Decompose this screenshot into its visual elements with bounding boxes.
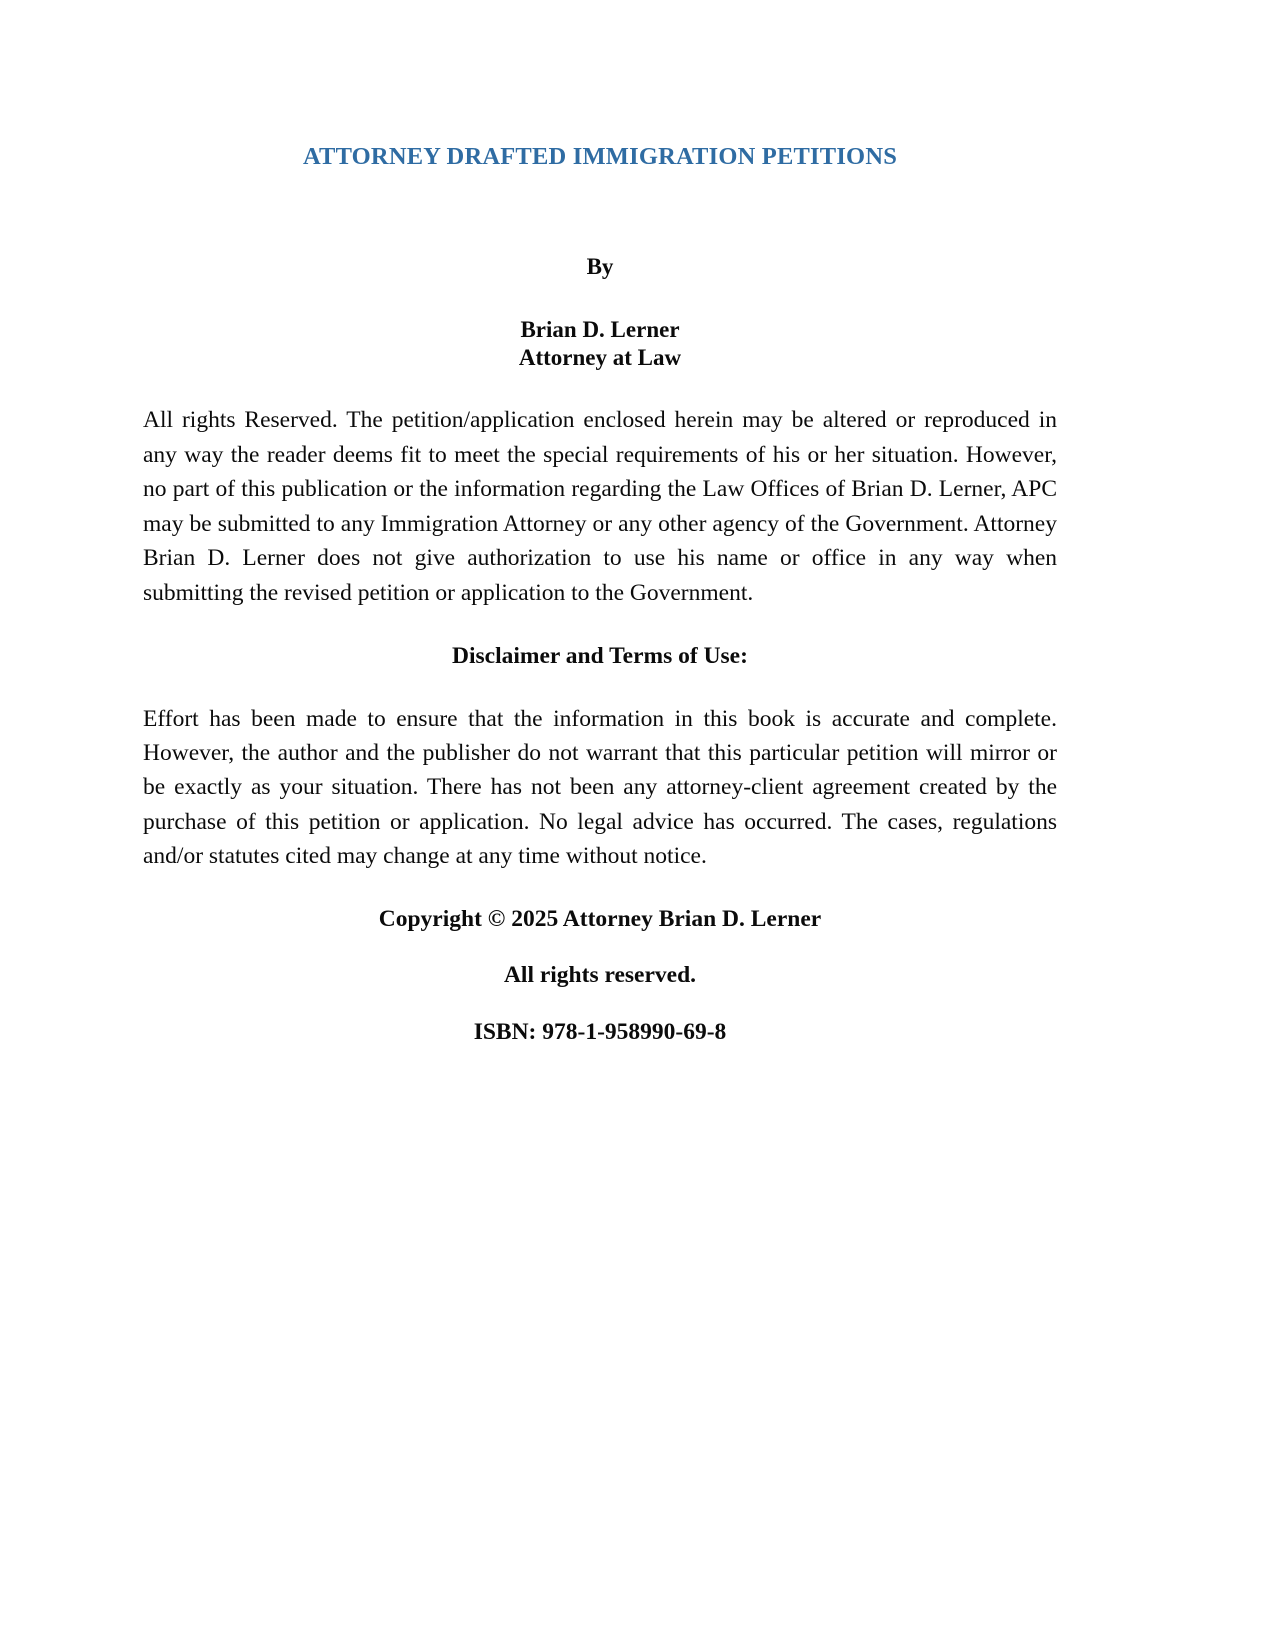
disclaimer-heading: Disclaimer and Terms of Use: [452,642,748,669]
page-content [143,0,1057,1047]
author-block [143,282,1057,374]
author-credential: Attorney at Law [518,345,682,371]
copyright-notice: Copyright © 2025 Attorney Brian D. Lerner [378,905,822,932]
rights-reserved-notice: All rights reserved. [503,962,697,989]
byline-label: By [586,253,614,279]
isbn-line: ISBN: 978-1-958990-69-8 [473,1018,727,1045]
disclaimer-paragraph: Effort has been made to ensure that the information in this book is accurate and complete. However, the author and the publisher do not warrant that this particular petition will mirror or be exactly as your situation. There has not been any attorney-client agreement created by the purchase of this petition or application. No legal advice has occurred. The cases, regulations and/or statutes cited may change at any time without notice. [143,705,1057,870]
rights-paragraph: All rights Reserved. The petition/application enclosed herein may be altered or reproduced in any way the reader deems fit to meet the special requirements of his or her situation. However, no part of this publication or the information regarding the Law Offices of Brian D. Lerner, APC may be submitted to any Immigration Attorney or any other agency of the Government. Attorney Brian D. Lerner does not give authorization to use his name or office in any way when submitting the revised petition or application to the Government. [143,407,1057,606]
page-title: ATTORNEY DRAFTED IMMIGRATION PETITIONS [302,143,898,170]
author-name: Brian D. Lerner [520,316,680,342]
